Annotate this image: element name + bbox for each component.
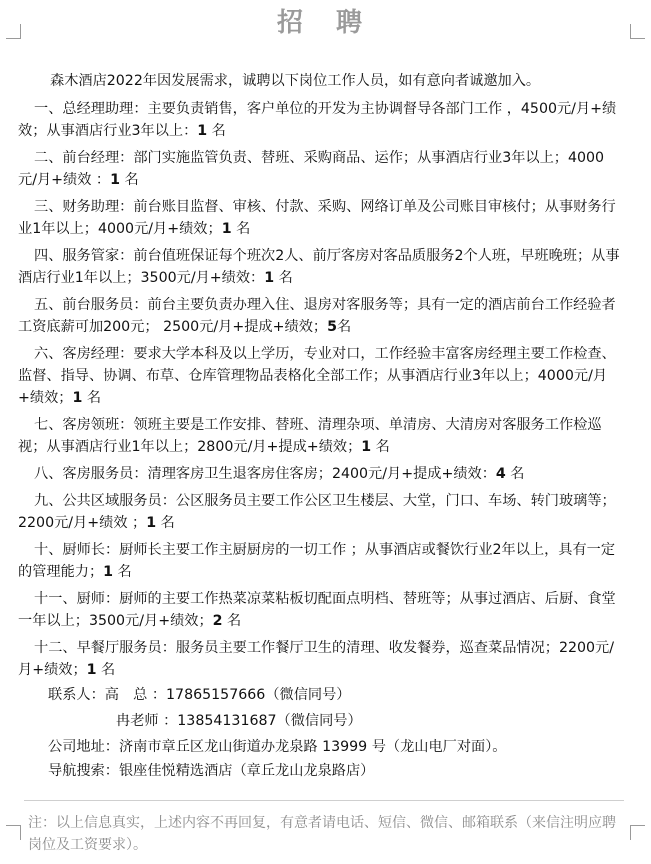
- position-8: 八、客房服务员：清理客房卫生退客房住客房；2400元/月+提成+绩效：4 名: [34, 466, 525, 482]
- contact-person-1: 高 总 ：17865157666（微信同号）: [104, 687, 351, 703]
- contact-line-1: [48, 684, 350, 706]
- position-6: 六、客房经理：要求大学本科及以上学历，专业对口，工作经验丰富客房经理主要工作检查、监督、指导、协调、布草、仓库管理物品表格化全部工作；从事酒店行业3年以上；4000元/月+绩效；1 名: [18, 346, 616, 406]
- divider: [24, 800, 624, 801]
- position-4: 四、服务管家：前台值班保证每个班次2人、前厅客房对客品质服务2个人班，早班晚班；从事酒店行业1年以上；3500元/月+绩效：1 名: [18, 248, 620, 286]
- contact-label: 联系人：: [48, 687, 105, 703]
- contact-person-2: 冉老师 ：13854131687（微信同号）: [116, 713, 362, 729]
- position-5: 五、前台服务员：前台主要负责办理入住、退房对客服务等；具有一定的酒店前台工作经验者工资底薪可加200元； 2500元/月+提成+绩效；5名: [18, 297, 616, 335]
- position-11: 十一、厨师：厨师的主要工作热菜凉菜粘板切配面点明档、替班等；从事过酒店、后厨、食堂一年以上；3500元/月+绩效；2 名: [18, 591, 616, 629]
- intro-paragraph: 森木酒店2022年因发展需求，诚聘以下岗位工作人员，如有意向者诚邀加入。: [50, 73, 541, 89]
- document-body: [18, 70, 620, 686]
- position-1: 一、总经理助理：主要负责销售，客户单位的开发为主协调督导各部门工作 ，4500元/月+绩效；从事酒店行业3年以上：1 名: [18, 101, 617, 139]
- position-10: 十、厨师长：厨师长主要工作主厨厨房的一切工作 ；从事酒店或餐饮行业2年以上，具有一定的管理能力；1 名: [18, 542, 616, 580]
- position-12: 十二、早餐厅服务员：服务员主要工作餐厅卫生的清理、收发餐券，巡查菜品情况；2200元/月+绩效；1 名: [18, 640, 615, 678]
- position-7: 七、客房领班：领班主要是工作安排、替班、清理杂项、单清房、大清房对客服务工作检巡视；从事酒店行业1年以上；2800元/月+提成+绩效；1 名: [18, 417, 602, 455]
- position-9: 九、公共区域服务员：公区服务员主要工作公区卫生楼层、大堂，门口、车场、转门玻璃等；2200元/月+绩效 ；1 名: [18, 493, 616, 531]
- position-3: 三、财务助理：前台账目监督、审核、付款、采购、网络订单及公司账目审核付；从事财务行业1年以上；4000元/月+绩效；1 名: [18, 199, 616, 237]
- position-2: 二、前台经理：部门实施监管负责、替班、采购商品、运作；从事酒店行业3年以上；4000元/月+绩效 ：1 名: [18, 150, 605, 188]
- page-title: 招 聘: [276, 8, 375, 38]
- company-address: 公司地址：济南市章丘区龙山街道办龙泉路 13999 号（龙山电厂对面）。: [48, 739, 507, 755]
- footer-note: 注：以上信息真实，上述内容不再回复，有意者请电话、短信、微信、邮箱联系（来信注明应聘岗位及工资要求）。: [28, 815, 616, 853]
- crop-mark-bottom-right: [630, 825, 645, 840]
- crop-mark-bottom-left: [6, 825, 21, 840]
- navigation-search: 导航搜索：银座佳悦精选酒店（章丘龙山龙泉路店）: [48, 763, 375, 779]
